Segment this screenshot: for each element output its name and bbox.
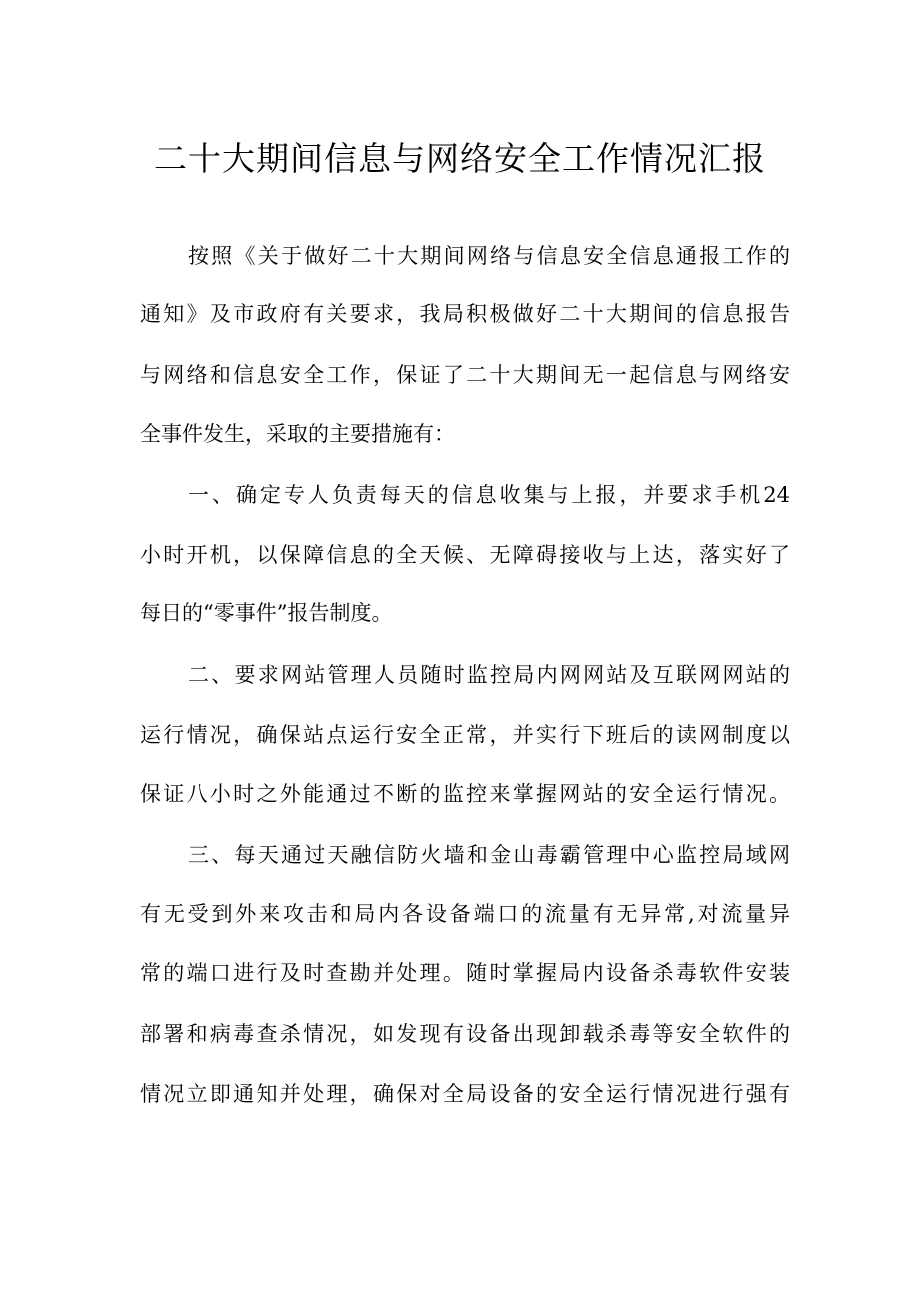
paragraph-1-line-2: 通知》及市政府有关要求，我局积极做好二十大期间的信息报告 [140, 302, 790, 326]
paragraph-1-line-3: 与网络和信息安全工作，保证了二十大期间无一起信息与网络安 [140, 363, 790, 387]
document-title: 二十大期间信息与网络安全工作情况汇报 [154, 139, 766, 178]
paragraph-2-line-3: 每日的“零事件”报告制度。 [140, 601, 393, 625]
paragraph-3-line-2: 运行情况，确保站点运行安全正常，并实行下班后的读网制度以 [140, 723, 790, 747]
paragraph-4-line-1: 三、每天通过天融信防火墙和金山毒霸管理中心监控局域网 [188, 843, 790, 867]
paragraph-3-line-3: 保证八小时之外能通过不断的监控来掌握网站的安全运行情况。 [140, 782, 790, 806]
paragraph-4-line-5: 情况立即通知并处理，确保对全局设备的安全运行情况进行强有 [140, 1082, 790, 1106]
paragraph-1-line-4: 全事件发生，采取的主要措施有： [140, 422, 455, 446]
paragraph-2-line-2: 小时开机，以保障信息的全天候、无障碍接收与上达，落实好了 [140, 543, 790, 567]
paragraph-4-line-2: 有无受到外来攻击和局内各设备端口的流量有无异常,对流量异 [140, 902, 790, 926]
paragraph-2-line-1: 一、确定专人负责每天的信息收集与上报，并要求手机24 [188, 483, 790, 507]
paragraph-4-line-4: 部署和病毒查杀情况，如发现有设备出现卸载杀毒等安全软件的 [140, 1022, 790, 1046]
paragraph-4-line-3: 常的端口进行及时查勘并处理。随时掌握局内设备杀毒软件安装 [140, 961, 790, 985]
paragraph-3-line-1: 二、要求网站管理人员随时监控局内网网站及互联网网站的 [188, 663, 790, 687]
paragraph-1-line-1: 按照《关于做好二十大期间网络与信息安全信息通报工作的 [188, 244, 790, 268]
